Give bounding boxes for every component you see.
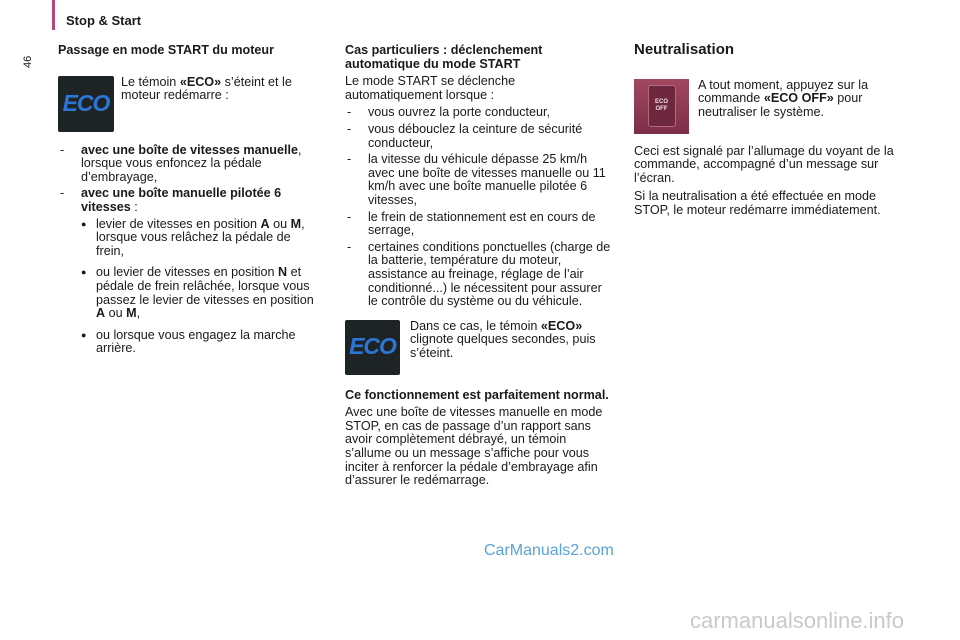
neutralisation-signal-text: Ceci est signalé par l’allumage du voyant de la commande, accompagné d’un message sur l’écran. <box>634 143 894 185</box>
section-heading-neutralisation: Neutralisation <box>634 41 735 58</box>
list-item: - le frein de stationnement est en cours de serrage, <box>345 211 615 238</box>
neutralisation-restart-text: Si la neutralisation a été effectuée en mode STOP, le moteur redémarre immédiatement. <box>634 189 881 217</box>
list-item: - certaines conditions ponctuelles (charge de la batterie, température du moteur, assistance au freinage, réglage de l’air conditionné...) le nécessitent pour assurer le contrôle du système ou du véhicule. <box>345 241 615 309</box>
column-neutralisation <box>634 43 906 218</box>
list-item: ● ou lorsque vous engagez la marche arrière. <box>81 329 320 356</box>
eco-blink-description: Dans ce cas, le témoin «ECO» clignote quelques secondes, puis s’éteint. <box>410 318 596 360</box>
watermark-carmanuals2: CarManuals2.com <box>484 542 614 559</box>
auto-start-intro: Le mode START se déclenche automatiquement lorsque : <box>345 74 516 102</box>
page-title: Stop & Start <box>66 13 142 28</box>
list-item: ● levier de vitesses en position A ou M, lorsque vous relâchez la pédale de frein, <box>81 218 320 259</box>
list-item: ● ou levier de vitesses en position N et pédale de frein relâchée, lorsque vous passez le levier de vitesses en position A ou M, <box>81 266 320 320</box>
column-automatic-start <box>345 44 615 488</box>
list-item: - vous ouvrez la porte conducteur, <box>345 106 615 120</box>
list-item: - avec une boîte manuelle pilotée 6 vitesses : ● levier de vitesses en position A ou M, lorsque vous relâchez la pédale de frein, ● ou levier de vitesses en position N et pédale de frein relâchée, lorsque vous passez le levier de vitesses en position A ou M, ● ou lorsque vous engagez la marche arrière. <box>58 187 320 356</box>
eco-indicator-icon: ECO <box>58 76 114 132</box>
pilot-gearbox-sublist <box>81 218 320 356</box>
section-heading-auto-start: Cas particuliers : déclenchement automatique du mode START <box>345 43 543 71</box>
eco-off-button-icon <box>634 79 689 134</box>
list-item: - vous débouclez la ceinture de sécurité conducteur, <box>345 123 615 150</box>
list-item: - avec une boîte de vitesses manuelle, lorsque vous enfoncez la pédale d’embrayage, <box>58 144 320 185</box>
section-heading-start-mode: Passage en mode START du moteur <box>58 43 274 57</box>
start-conditions-list <box>58 144 320 356</box>
eco-off-knob: ECO OFF <box>648 85 676 127</box>
header-accent-bar <box>52 0 55 30</box>
list-item: - la vitesse du véhicule dépasse 25 km/h avec une boîte de vitesses manuelle ou 11 km/h avec une boîte manuelle pilotée 6 vitesses, <box>345 153 615 207</box>
eco-off-description: Le témoin «ECO» s’éteint et le moteur redémarre : <box>121 74 292 103</box>
auto-start-list <box>345 106 615 308</box>
eco-indicator-icon: ECO <box>345 320 400 375</box>
eco-off-press-description: A tout moment, appuyez sur la commande «ECO OFF» pour neutraliser le système. <box>698 77 869 119</box>
normal-operation-heading: Ce fonctionnement est parfaitement normal. <box>345 387 609 402</box>
normal-operation-text: Avec une boîte de vitesses manuelle en mode STOP, en cas de passage d’un rapport sans avoir complètement débrayé, un témoin s’allume ou un message s’affiche pour vous inciter à renforcer la pédale d’embrayage afin d’assurer le redémarrage. <box>345 405 603 488</box>
page-number: 46 <box>22 55 34 68</box>
watermark-carmanualsonline: carmanualsonline.info <box>690 608 905 633</box>
column-start-mode <box>58 44 338 364</box>
